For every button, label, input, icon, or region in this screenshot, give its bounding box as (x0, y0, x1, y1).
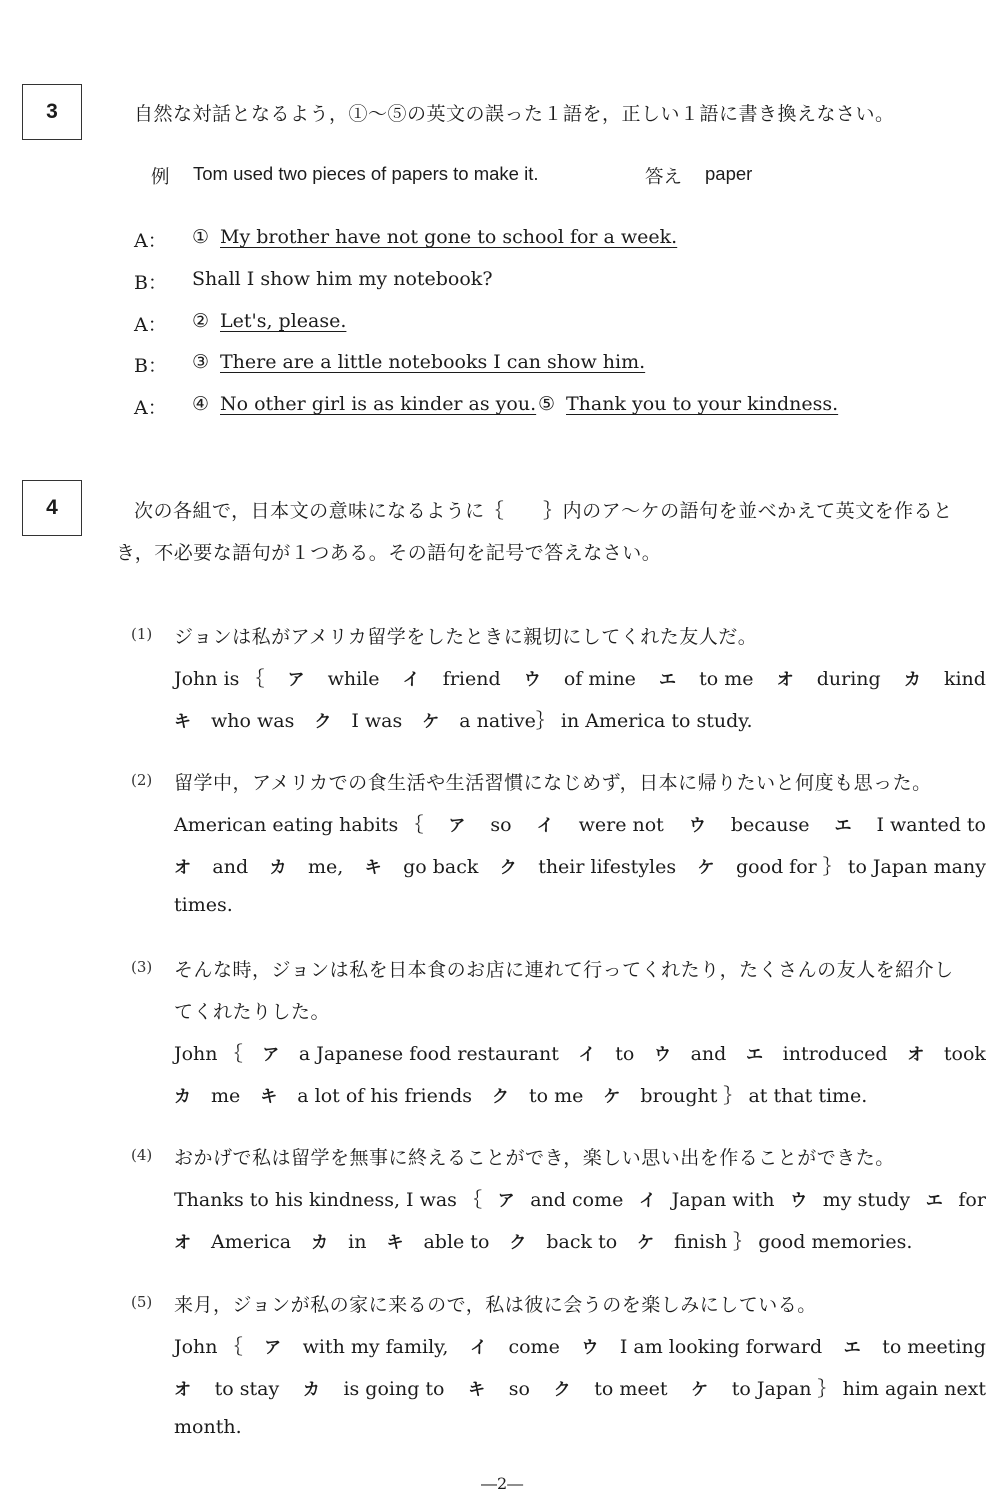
option-phrase: to stay (214, 1378, 280, 1400)
option-letter: ク (314, 712, 332, 732)
option-letter: オ (174, 1380, 191, 1400)
option-letter: カ (311, 1233, 329, 1253)
option-phrase: go back (403, 856, 479, 878)
option-letter: カ (903, 670, 921, 690)
option-phrase: back to (546, 1231, 618, 1253)
option-letter: ケ (697, 858, 715, 878)
option-letter: ア (448, 816, 466, 836)
section-3-number: 3 (46, 100, 58, 123)
option-letter: キ (468, 1380, 486, 1400)
option-letter: エ (843, 1338, 861, 1358)
option-phrase: I was (351, 710, 403, 732)
section-4-number: 4 (46, 496, 58, 519)
option-phrase: were not (578, 814, 664, 836)
option-phrase: kind (943, 668, 986, 690)
question-japanese: ジョンは私がアメリカ留学をしたときに親切にしてくれた友人だ。 (174, 626, 758, 648)
option-letter: ウ (790, 1191, 808, 1211)
option-letter: イ (469, 1338, 487, 1358)
option-letter: ケ (691, 1380, 709, 1400)
dialogue-sentence: There are a little notebooks I can show him. (220, 351, 646, 373)
option-phrase: to meet (594, 1378, 668, 1400)
option-letter: オ (174, 1233, 191, 1253)
question-option-row (174, 1227, 986, 1254)
option-letter: ク (492, 1087, 510, 1107)
option-letter: ア (262, 1045, 280, 1065)
option-letter: イ (536, 816, 554, 836)
option-letter: オ (776, 670, 794, 690)
option-letter: キ (386, 1233, 404, 1253)
option-phrase: introduced (782, 1043, 888, 1065)
dialogue-sentence: No other girl is as kinder as you. (220, 393, 537, 415)
page-number: ―2― (481, 1474, 524, 1493)
option-phrase: to (615, 1043, 635, 1065)
option-phrase: a lot of his friends (297, 1085, 473, 1107)
option-letter: カ (269, 858, 287, 878)
option-phrase: so (508, 1378, 530, 1400)
option-phrase: with my family, (302, 1336, 449, 1358)
option-phrase: me, (307, 856, 344, 878)
option-phrase: is going to (343, 1378, 445, 1400)
dialogue-sentence: My brother have not gone to school for a week. (220, 226, 678, 248)
question-option-row (174, 1039, 986, 1066)
option-phrase: me (211, 1085, 241, 1107)
option-letter: エ (745, 1045, 763, 1065)
option-phrase: so (490, 814, 512, 836)
option-phrase: good for ｝ to Japan many (735, 856, 986, 878)
section-3-number-box (22, 84, 82, 140)
option-phrase: John ｛ (174, 1043, 243, 1065)
option-letter: ウ (581, 1338, 599, 1358)
dialogue-sentence: Let's, please. (220, 310, 347, 332)
dialogue-number: ⑤ (538, 393, 556, 415)
question-option-row-end: month. (174, 1416, 242, 1438)
option-phrase: of mine (563, 668, 636, 690)
option-phrase: in (348, 1231, 367, 1253)
option-letter: ア (264, 1338, 282, 1358)
option-phrase: brought ｝ at that time. (640, 1085, 868, 1107)
dialogue-speaker: B： (134, 355, 167, 377)
option-phrase: their lifestyles (538, 856, 677, 878)
option-phrase: Japan with (671, 1189, 775, 1211)
option-phrase: to me (699, 668, 754, 690)
option-phrase: my study (822, 1189, 911, 1211)
option-letter: ア (497, 1191, 515, 1211)
question-number: (4) (131, 1146, 153, 1164)
option-phrase: John ｛ (174, 1336, 243, 1358)
option-letter: エ (659, 670, 677, 690)
option-phrase: John is ｛ (174, 668, 265, 690)
option-letter: イ (402, 670, 420, 690)
section-4-instruction-line1: 次の各組で，日本文の意味になるように｛ ｝内のア～ケの語句を並べかえて英文を作ると (134, 500, 953, 522)
example-answer: paper (705, 163, 753, 184)
option-letter: ケ (637, 1233, 655, 1253)
section-3-instruction: 自然な対話となるよう，①～⑤の英文の誤った１語を，正しい１語に書き換えなさい。 (134, 103, 895, 125)
option-phrase: to meeting (882, 1336, 986, 1358)
question-number: (2) (131, 771, 153, 789)
question-japanese: 来月，ジョンが私の家に来るので，私は彼に会うのを楽しみにしている。 (174, 1294, 817, 1316)
option-letter: ウ (523, 670, 541, 690)
question-number: (3) (131, 958, 153, 976)
option-letter: エ (925, 1191, 943, 1211)
example-sentence: Tom used two pieces of papers to make it. (193, 163, 539, 184)
option-letter: ク (499, 858, 517, 878)
question-japanese: そんな時，ジョンは私を日本食のお店に連れて行ってくれたり，たくさんの友人を紹介し (174, 959, 954, 981)
question-option-row (174, 1332, 986, 1359)
option-phrase: because (730, 814, 810, 836)
option-letter: カ (302, 1380, 320, 1400)
option-phrase: come (508, 1336, 560, 1358)
option-phrase: finish ｝ good memories. (674, 1231, 913, 1253)
option-letter: キ (174, 712, 191, 732)
option-phrase: who was (211, 710, 295, 732)
option-phrase: a native｝ in America to study. (459, 710, 753, 732)
option-phrase: Thanks to his kindness, I was ｛ (174, 1189, 482, 1211)
question-number: (5) (131, 1293, 153, 1311)
option-phrase: and (690, 1043, 727, 1065)
question-option-row (174, 664, 986, 691)
option-phrase: friend (442, 668, 501, 690)
section-4-instruction-line2: き，不必要な語句が１つある。その語句を記号で答えなさい。 (116, 542, 662, 564)
option-phrase: and come (530, 1189, 624, 1211)
example-mark: 例 (151, 166, 170, 187)
dialogue-speaker: B： (134, 272, 167, 294)
option-letter: オ (174, 858, 191, 878)
question-japanese-cont: てくれたりした。 (174, 1001, 331, 1023)
question-number: (1) (131, 625, 153, 643)
option-phrase: for (958, 1189, 986, 1211)
question-option-row-end: times. (174, 894, 233, 916)
option-phrase: able to (423, 1231, 490, 1253)
question-option-row (174, 706, 986, 733)
option-letter: ク (553, 1380, 571, 1400)
option-letter: ア (287, 670, 305, 690)
option-phrase: while (327, 668, 380, 690)
option-letter: ウ (653, 1045, 671, 1065)
option-letter: オ (907, 1045, 925, 1065)
option-letter: カ (174, 1087, 191, 1107)
dialogue-number: ③ (192, 351, 210, 373)
dialogue-number: ① (192, 226, 210, 248)
option-letter: ウ (688, 816, 706, 836)
option-letter: キ (260, 1087, 278, 1107)
question-option-row (174, 852, 986, 879)
question-option-row (174, 1185, 986, 1212)
question-option-row (174, 1081, 986, 1108)
option-phrase: America (211, 1231, 292, 1253)
option-phrase: American eating habits ｛ (174, 814, 424, 836)
option-letter: キ (364, 858, 382, 878)
option-letter: エ (834, 816, 852, 836)
option-phrase: during (816, 668, 881, 690)
option-phrase: I wanted to (876, 814, 986, 836)
dialogue-speaker: A： (134, 230, 167, 252)
question-japanese: 留学中，アメリカでの食生活や生活習慣になじめず，日本に帰りたいと何度も思った。 (174, 772, 932, 794)
dialogue-sentence: Thank you to your kindness. (566, 393, 839, 415)
dialogue-number: ② (192, 310, 210, 332)
question-option-row (174, 810, 986, 837)
section-4-number-box (22, 480, 82, 536)
dialogue-sentence: Shall I show him my notebook? (192, 268, 493, 290)
dialogue-speaker: A： (134, 397, 167, 419)
dialogue-number: ④ (192, 393, 210, 415)
option-letter: イ (638, 1191, 656, 1211)
option-phrase: to Japan ｝ him again next (731, 1378, 986, 1400)
option-letter: ケ (603, 1087, 621, 1107)
question-japanese: おかげで私は留学を無事に終えることができ，楽しい思い出を作ることができた。 (174, 1147, 895, 1169)
option-letter: ケ (422, 712, 440, 732)
option-letter: ク (509, 1233, 527, 1253)
option-letter: イ (578, 1045, 596, 1065)
option-phrase: to me (529, 1085, 584, 1107)
question-option-row (174, 1374, 986, 1401)
option-phrase: took (943, 1043, 986, 1065)
option-phrase: and (212, 856, 249, 878)
option-phrase: a Japanese food restaurant (298, 1043, 559, 1065)
example-answer-label: 答え (645, 166, 683, 187)
dialogue-speaker: A： (134, 314, 167, 336)
option-phrase: I am looking forward (619, 1336, 823, 1358)
